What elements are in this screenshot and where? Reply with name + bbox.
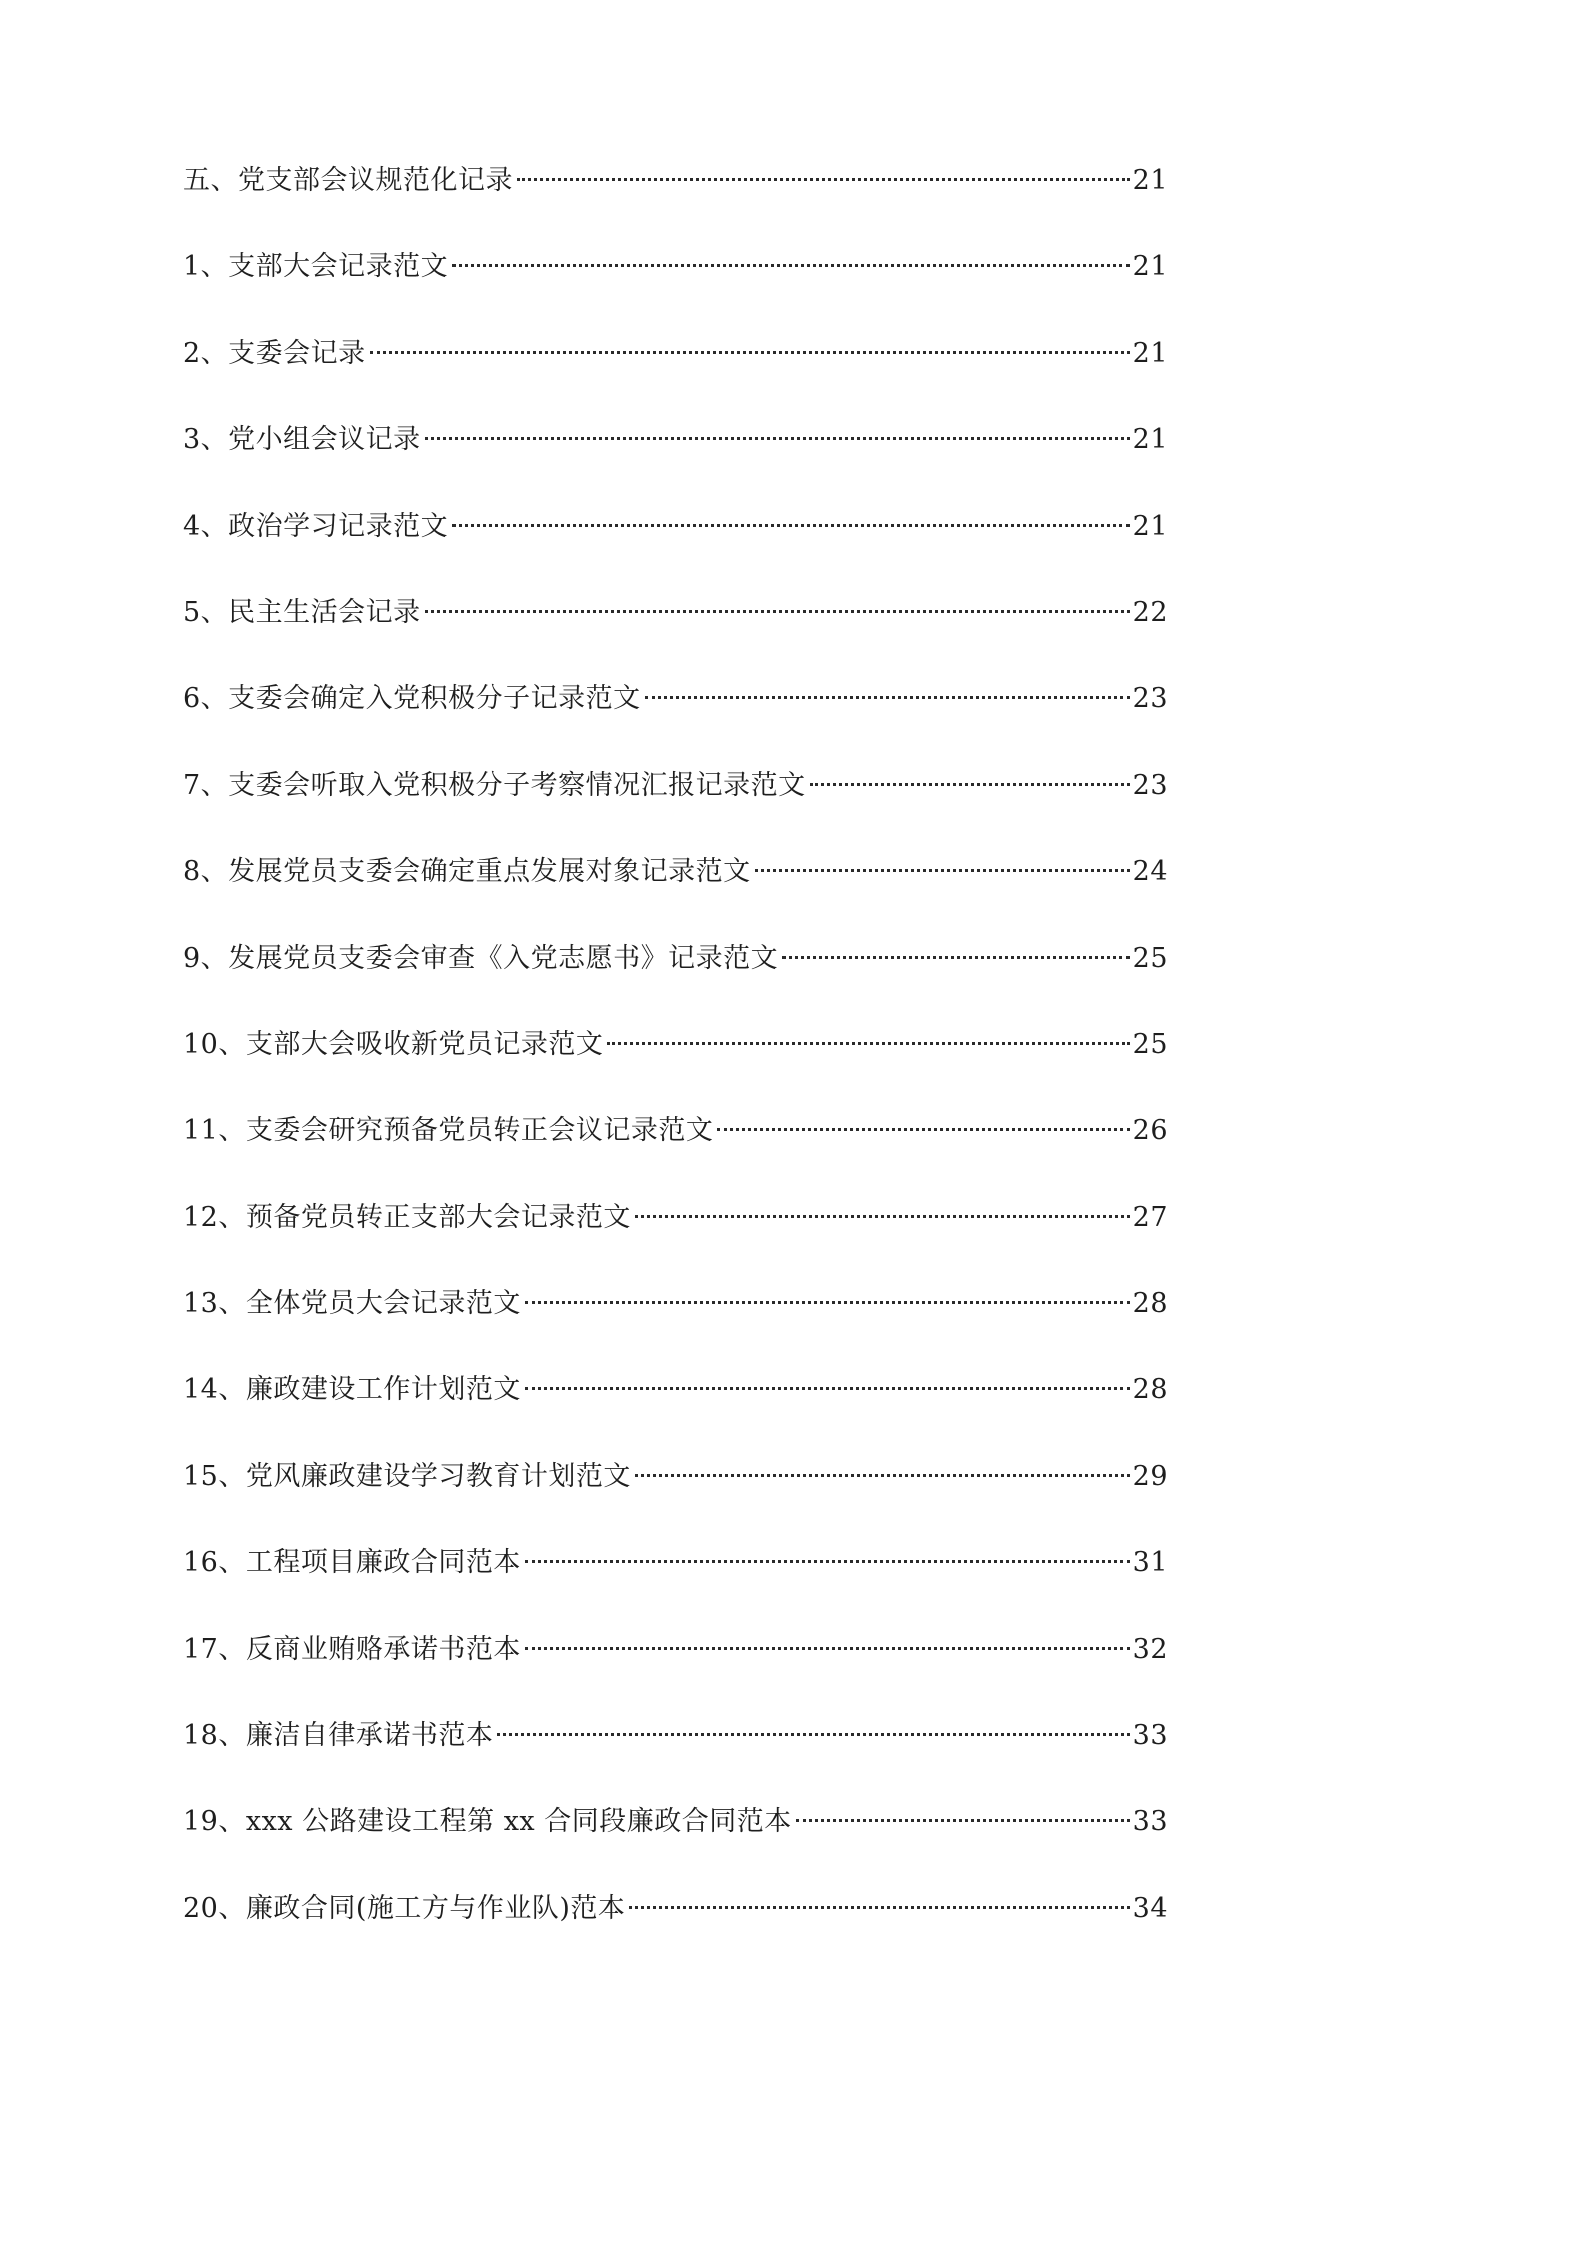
toc-entry (183, 1372, 1168, 1458)
toc-entry (183, 1459, 1168, 1545)
toc-entry-title: 12、预备党员转正支部大会记录范文 (183, 1201, 631, 1233)
toc-entry-page: 24 (1132, 856, 1168, 888)
toc-entry (183, 509, 1168, 595)
toc-dot-leader (370, 351, 1130, 354)
toc-entry (183, 768, 1168, 854)
toc-dot-leader (782, 956, 1129, 959)
toc-entry-title: 5、民主生活会记录 (183, 596, 421, 628)
toc-entry-title: 6、支委会确定入党积极分子记录范文 (183, 683, 641, 715)
toc-entry-title: 8、发展党员支委会确定重点发展对象记录范文 (183, 856, 751, 888)
toc-entry-page: 25 (1132, 1028, 1168, 1060)
toc-entry (183, 1113, 1168, 1199)
toc-entry-title: 18、廉洁自律承诺书范本 (183, 1720, 494, 1752)
toc-entry-page: 26 (1132, 1115, 1168, 1147)
toc-entry (183, 595, 1168, 681)
toc-entry (183, 422, 1168, 508)
toc-entry-page: 21 (1132, 510, 1168, 542)
toc-dot-leader (635, 1474, 1130, 1477)
toc-entry-title: 16、工程项目廉政合同范本 (183, 1547, 521, 1579)
toc-dot-leader (525, 1560, 1130, 1563)
toc-entry-title: 1、支部大会记录范文 (183, 251, 449, 283)
toc-entry (183, 1027, 1168, 1113)
toc-entry-title: 20、廉政合同(施工方与作业队)范本 (183, 1892, 626, 1924)
toc-dot-leader (607, 1042, 1129, 1045)
toc-entry-page: 21 (1132, 251, 1168, 283)
toc-entry-page: 33 (1132, 1806, 1168, 1838)
toc-entry-title: 4、政治学习记录范文 (183, 510, 449, 542)
toc-entry-title: 10、支部大会吸收新党员记录范文 (183, 1028, 604, 1060)
toc-entry-page: 32 (1132, 1633, 1168, 1665)
toc-entry-title: 2、支委会记录 (183, 337, 366, 369)
toc-entry (183, 1891, 1168, 1977)
toc-dot-leader (717, 1128, 1129, 1131)
toc-entry-title: 11、支委会研究预备党员转正会议记录范文 (183, 1115, 714, 1147)
toc-entry-title: 7、支委会听取入党积极分子考察情况汇报记录范文 (183, 769, 806, 801)
toc-entry (183, 1545, 1168, 1631)
toc-entry-page: 25 (1132, 942, 1168, 974)
toc-entry-page: 27 (1132, 1201, 1168, 1233)
toc-entry-page: 31 (1132, 1547, 1168, 1579)
toc-dot-leader (425, 610, 1130, 613)
toc-dot-leader (525, 1301, 1130, 1304)
toc-dot-leader (452, 524, 1129, 527)
toc-entry (183, 1632, 1168, 1718)
toc-entry-title: 13、全体党员大会记录范文 (183, 1288, 521, 1320)
toc-entry-page: 28 (1132, 1374, 1168, 1406)
toc-dot-leader (755, 869, 1130, 872)
toc-entry-page: 29 (1132, 1460, 1168, 1492)
toc-entry (183, 941, 1168, 1027)
toc-entry-page: 21 (1132, 424, 1168, 456)
toc-dot-leader (425, 437, 1130, 440)
toc-entry (183, 681, 1168, 767)
toc-entry (183, 1200, 1168, 1286)
toc-entry (183, 854, 1168, 940)
toc-entry-title: 3、党小组会议记录 (183, 424, 421, 456)
toc-entry (183, 1286, 1168, 1372)
toc-dot-leader (810, 783, 1130, 786)
toc-dot-leader (796, 1819, 1130, 1822)
toc-entry (183, 163, 1168, 249)
toc-entry (183, 1718, 1168, 1804)
toc-entry-page: 22 (1132, 596, 1168, 628)
toc-entry (183, 336, 1168, 422)
toc-entry-page: 21 (1132, 165, 1168, 196)
toc-entry-page: 34 (1132, 1892, 1168, 1924)
toc-entry-page: 23 (1132, 769, 1168, 801)
toc-entry-title: 14、廉政建设工作计划范文 (183, 1374, 521, 1406)
toc-entry-title: 15、党风廉政建设学习教育计划范文 (183, 1460, 631, 1492)
toc-entry-title: 五、党支部会议规范化记录 (183, 165, 513, 196)
toc-dot-leader (635, 1215, 1130, 1218)
toc-dot-leader (452, 264, 1129, 267)
toc-entry-page: 28 (1132, 1288, 1168, 1320)
toc-dot-leader (645, 696, 1130, 699)
toc-dot-leader (525, 1647, 1130, 1650)
toc-dot-leader (497, 1733, 1129, 1736)
toc-entry-page: 23 (1132, 683, 1168, 715)
toc-entry-page: 21 (1132, 337, 1168, 369)
toc-entry-title: 9、发展党员支委会审查《入党志愿书》记录范文 (183, 942, 779, 974)
toc-dot-leader (629, 1906, 1129, 1909)
toc-dot-leader (517, 178, 1130, 181)
toc-entry-title: 17、反商业贿赂承诺书范本 (183, 1633, 521, 1665)
table-of-contents (183, 163, 1168, 1977)
toc-entry-page: 33 (1132, 1720, 1168, 1752)
toc-entry (183, 249, 1168, 335)
toc-dot-leader (525, 1387, 1130, 1390)
toc-entry-title: 19、xxx 公路建设工程第 xx 合同段廉政合同范本 (183, 1806, 792, 1838)
toc-entry (183, 1804, 1168, 1890)
